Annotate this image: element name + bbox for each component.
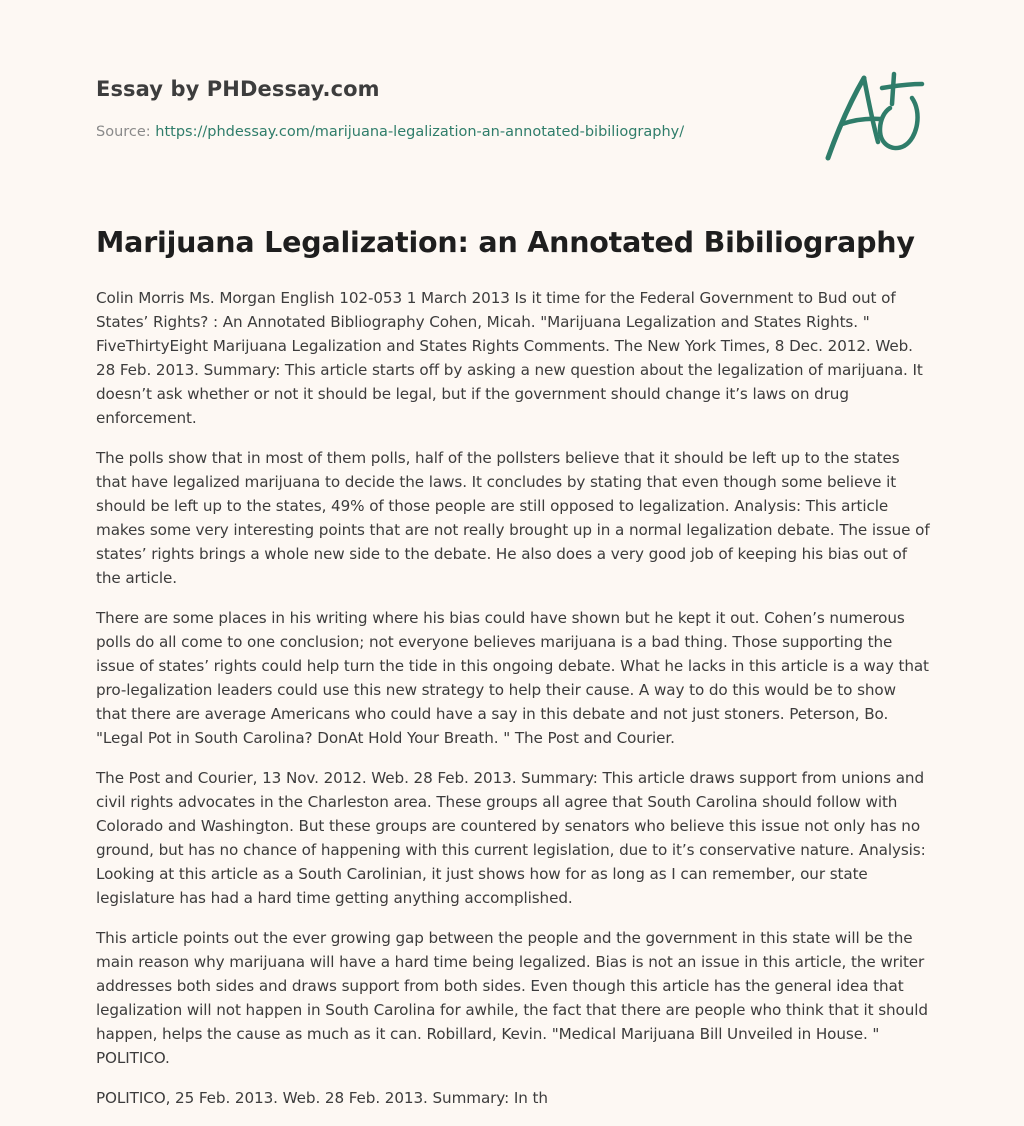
- paragraph: There are some places in his writing where his bias could have shown but he kept it out. Cohen’s numerous polls do all come to one conclusion; not everyone believes marijuana is a bad thing. Those supporting the issue of states’ rights could help turn the tide in this ongoing debate. What he lacks in this article is a way that pro-legalization leaders could use this new strategy to help their cause. A way to do this would be to show that there are average Americans who could have a say in this debate and not just stoners. Peterson, Bo. "Legal Pot in South Carolina? DonAt Hold Your Breath. " The Post and Courier.: [96, 609, 929, 747]
- source-link[interactable]: https://phdessay.com/marijuana-legalization-an-annotated-bibiliography/: [155, 124, 685, 140]
- paragraph: This article points out the ever growing gap between the people and the government in this state will be the main reason why marijuana will have a hard time being legalized. Bias is not an issue in this article, the writer addresses both sides and draws support from both sides. Even though this article has the general idea that legalization will not happen in South Carolina for awhile, the fact that there are people who think that it should happen, helps the cause as much as it can. Robillard, Kevin. "Medical Marijuana Bill Unveiled in House. " POLITICO.: [96, 929, 928, 1067]
- source-label: Source:: [96, 124, 156, 140]
- document-body: [96, 286, 930, 1126]
- a-plus-logo-icon: [818, 64, 928, 168]
- paragraph: The polls show that in most of them polls, half of the pollsters believe that it should be left up to the states that have legalized marijuana to decide the laws. It concludes by stating that even though some believe it should be left up to the states, 49% of those people are still opposed to legalization. Analysis: This article makes some very interesting points that are not really brought up in a normal legalization debate. The issue of states’ rights brings a whole new side to the debate. He also does a very good job of keeping his bias out of the article.: [96, 449, 930, 587]
- source-line: [96, 124, 684, 140]
- paragraph: The Post and Courier, 13 Nov. 2012. Web. 28 Feb. 2013. Summary: This article draws support from unions and civil rights advocates in the Charleston area. These groups all agree that South Carolina should follow with Colorado and Washington. But these groups are countered by senators who believe this issue not only has no ground, but has no chance of happening with this current legislation, due to it’s conservative nature. Analysis: Looking at this article as a South Carolinian, it just shows how for as long as I can remember, our state legislature has had a hard time getting anything accomplished.: [96, 769, 926, 907]
- site-title: Essay by PHDessay.com: [96, 77, 380, 101]
- paragraph: POLITICO, 25 Feb. 2013. Web. 28 Feb. 2013. Summary: In th: [96, 1089, 548, 1107]
- document-title: Marijuana Legalization: an Annotated Bibiliography: [96, 226, 915, 259]
- paragraph: Colin Morris Ms. Morgan English 102-053 1 March 2013 Is it time for the Federal Government to Bud out of States’ Rights? : An Annotated Bibliography Cohen, Micah. "Marijuana Legalization and States Rights. " FiveThirtyEight Marijuana Legalization and States Rights Comments. The New York Times, 8 Dec. 2012. Web. 28 Feb. 2013. Summary: This article starts off by asking a new question about the legalization of marijuana. It doesn’t ask whether or not it should be legal, but if the government should change it’s laws on drug enforcement.: [96, 289, 923, 427]
